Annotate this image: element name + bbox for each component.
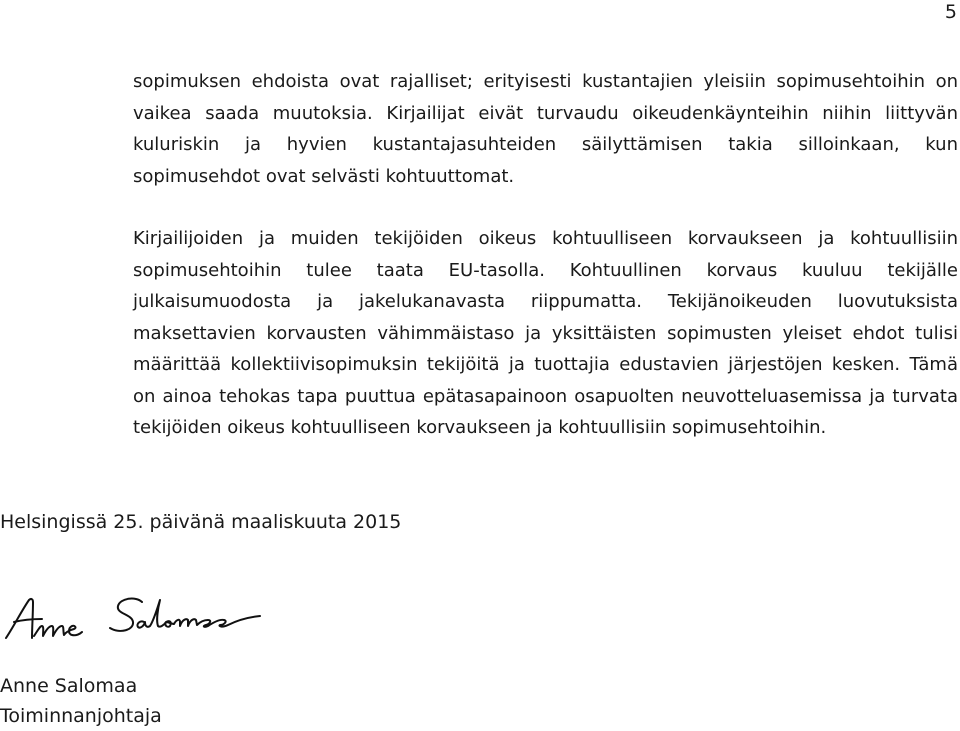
handwritten-signature (2, 592, 264, 644)
text-line: on ainoa tehokas tapa puuttua epätasapainoon osapuolten neuvotteluasemissa ja turvata (133, 385, 958, 407)
text-line: sopimuksen ehdoista ovat rajalliset; erityisesti kustantajien yleisiin sopimusehtoihin on (133, 71, 958, 92)
place-and-date: Helsingissä 25. päivänä maaliskuuta 2015 (0, 511, 402, 533)
body-paragraph-1 (133, 66, 958, 192)
text-line: maksettavien korvausten vähimmäistaso ja yksittäisten sopimusten yleiset ehdot tulisi (133, 322, 958, 344)
text-line: sopimusehtoihin tulee taata EU-tasolla. Kohtuullinen korvaus kuuluu tekijälle (133, 259, 958, 281)
signer-title: Toiminnanjohtaja (0, 705, 162, 727)
text-line: julkaisumuodosta ja jakelukanavasta riippumatta. Tekijänoikeuden luovutuksista (133, 291, 958, 312)
text-line: tekijöiden oikeus kohtuulliseen korvaukseen ja kohtuullisiin sopimusehtoihin. (133, 417, 827, 438)
signer-name: Anne Salomaa (0, 675, 138, 697)
text-line: määrittää kollektiivisopimuksin tekijöitä ja tuottajia edustavien järjestöjen kesken. Tämä (133, 354, 958, 375)
text-line: Kirjailijoiden ja muiden tekijöiden oikeus kohtuulliseen korvaukseen ja kohtuullisiin (133, 228, 958, 249)
page-number: 5 (944, 1, 957, 23)
text-line: vaikea saada muutoksia. Kirjailijat eivät turvaudu oikeudenkäynteihin niihin liittyvän (133, 102, 958, 124)
body-paragraph-2 (133, 223, 958, 444)
text-line: sopimusehdot ovat selvästi kohtuuttomat. (133, 165, 515, 187)
text-line: kuluriskin ja hyvien kustantajasuhteiden säilyttämisen takia silloinkaan, kun (133, 134, 958, 155)
